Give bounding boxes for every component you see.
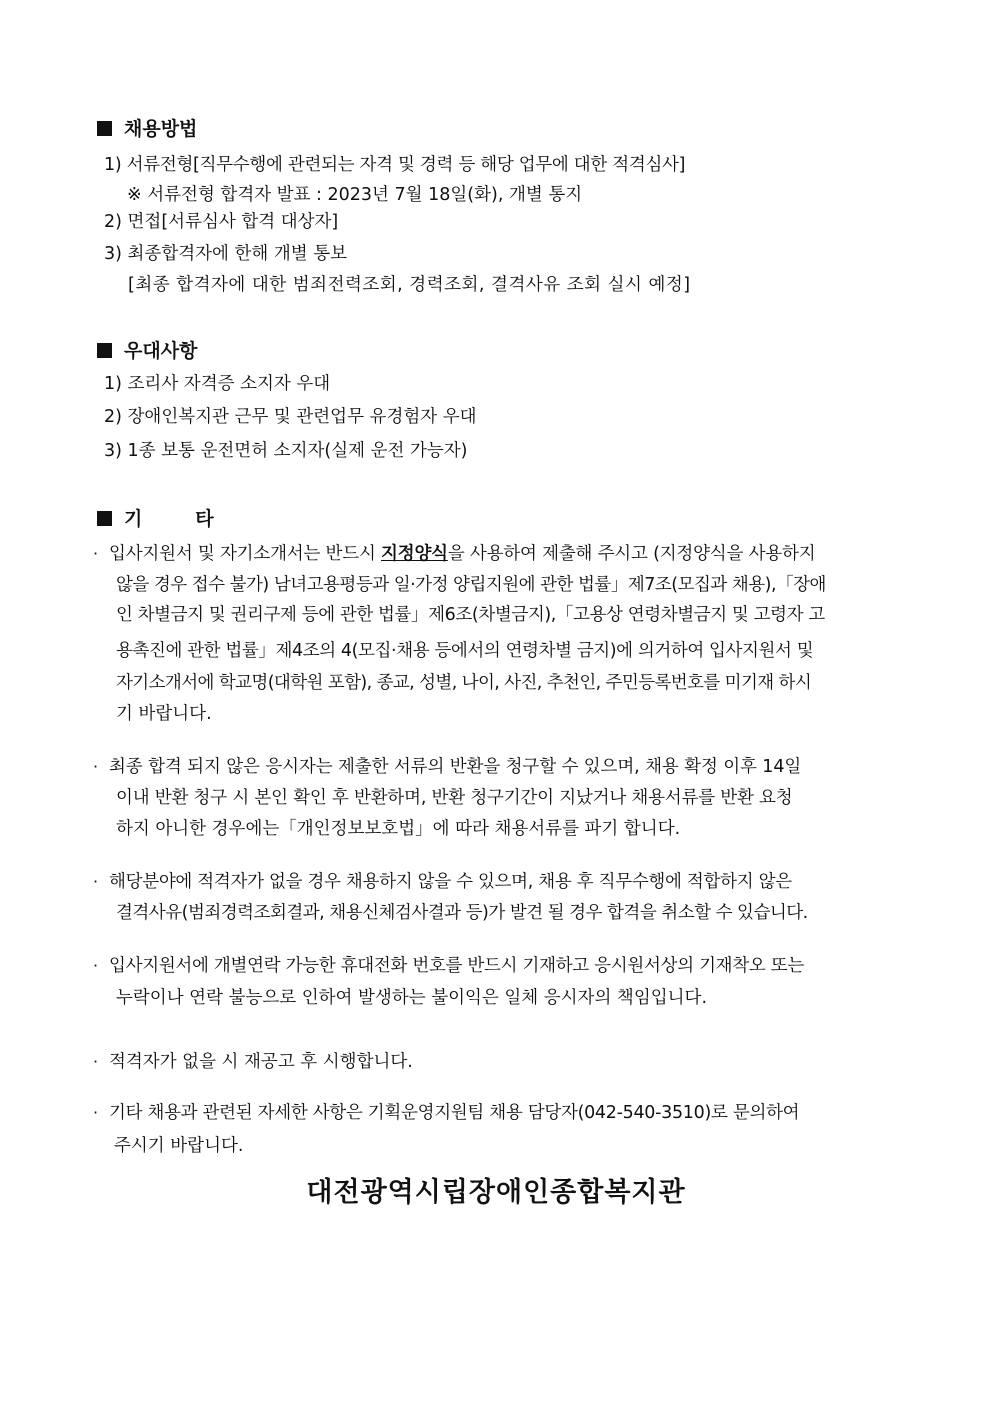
etc-bullet-4-line-1: 입사지원서에 개별연락 가능한 휴대전화 번호를 반드시 기재하고 응시원서상의 기재착오 또는 (109, 956, 804, 976)
section-title: 채용방법 (124, 118, 198, 140)
section-title: 우대사항 (124, 340, 198, 362)
section-heading-preference (97, 338, 197, 364)
bullet-dot-icon: · (93, 757, 99, 776)
text-run: 을 사용하여 제출해 주시고 (지정양식을 사용하지 (447, 544, 816, 564)
section-heading-etc (97, 506, 214, 532)
etc-bullet-1-line-1 (109, 542, 815, 566)
etc-bullet-2-line-2: 이내 반환 청구 시 본인 확인 후 반환하며, 반환 청구기간이 지났거나 채용서류를 반환 요청 (116, 788, 793, 808)
etc-bullet-1-line-6: 기 바랍니다. (116, 704, 212, 724)
method-line-3: 3) 최종합격자에 한해 개별 통보 (104, 244, 348, 264)
etc-bullet-2-line-3: 하지 아니한 경우에는「개인정보보호법」에 따라 채용서류를 파기 합니다. (116, 819, 681, 839)
emphasized-text: 지정양식 (381, 544, 448, 564)
etc-bullet-4-line-2: 누락이나 연락 불능으로 인하여 발생하는 불이익은 일체 응시자의 책임입니다. (116, 988, 708, 1008)
etc-bullet-2-line-1: 최종 합격 되지 않은 응시자는 제출한 서류의 반환을 청구할 수 있으며, 채용 확정 이후 14일 (109, 757, 802, 777)
preference-line-3: 3) 1종 보통 운전면허 소지자(실제 운전 가능자) (104, 441, 468, 461)
etc-bullet-3-line-1: 해당분야에 적격자가 없을 경우 채용하지 않을 수 있으며, 채용 후 직무수행에 적합하지 않은 (109, 872, 792, 892)
etc-bullet-1-line-5: 자기소개서에 학교명(대학원 포함), 종교, 성별, 나이, 사진, 추천인, 주민등록번호를 미기재 하시 (116, 673, 812, 693)
method-line-1: 1) 서류전형[직무수행에 관련되는 자격 및 경력 등 해당 업무에 대한 적격심사] (104, 155, 686, 175)
section-heading-method (97, 116, 197, 142)
bullet-dot-icon: · (93, 956, 99, 975)
etc-bullet-1-line-4: 용촉진에 관한 법률」제4조의 4(모집·채용 등에서의 연령차별 금지)에 의거하여 입사지원서 및 (116, 641, 814, 661)
etc-bullet-6-line-1: 기타 채용과 관련된 자세한 사항은 기획운영지원팀 채용 담당자(042-540-3510)로 문의하여 (109, 1103, 800, 1123)
bullet-dot-icon: · (93, 1103, 99, 1122)
bullet-dot-icon: · (93, 872, 99, 891)
etc-bullet-1-line-3: 인 차별금지 및 권리구제 등에 관한 법률」제6조(차별금지),「고용상 연령차별금지 및 고령자 고 (116, 605, 825, 625)
bullet-dot-icon: · (93, 1052, 99, 1071)
method-line-4: [최종 합격자에 대한 범죄전력조회, 경력조회, 결격사유 조회 실시 예정] (128, 275, 691, 295)
method-line-2: 2) 면접[서류심사 합격 대상자] (104, 212, 339, 232)
square-bullet-icon (97, 511, 112, 526)
preference-line-2: 2) 장애인복지관 근무 및 관련업무 유경험자 우대 (104, 407, 477, 427)
etc-bullet-3-line-2: 결격사유(범죄경력조회결과, 채용신체검사결과 등)가 발견 될 경우 합격을 취소할 수 있습니다. (116, 903, 808, 923)
bullet-dot-icon: · (93, 544, 99, 563)
etc-bullet-6-line-2: 주시기 바랍니다. (114, 1136, 244, 1156)
organization-signature: 대전광역시립장애인종합복지관 (306, 1177, 686, 1208)
text-run: 입사지원서 및 자기소개서는 반드시 (109, 544, 382, 564)
preference-line-1: 1) 조리사 자격증 소지자 우대 (104, 374, 331, 394)
section-title: 기 타 (124, 508, 214, 530)
square-bullet-icon (97, 121, 112, 136)
square-bullet-icon (97, 343, 112, 358)
etc-bullet-1-line-2: 않을 경우 접수 불가) 남녀고용평등과 일·가정 양립지원에 관한 법률」제7조(모집과 채용),「장애 (116, 575, 826, 595)
method-note: ※ 서류전형 합격자 발표 : 2023년 7월 18일(화), 개별 통지 (127, 185, 583, 205)
etc-bullet-5-line-1: 적격자가 없을 시 재공고 후 시행합니다. (109, 1052, 413, 1072)
